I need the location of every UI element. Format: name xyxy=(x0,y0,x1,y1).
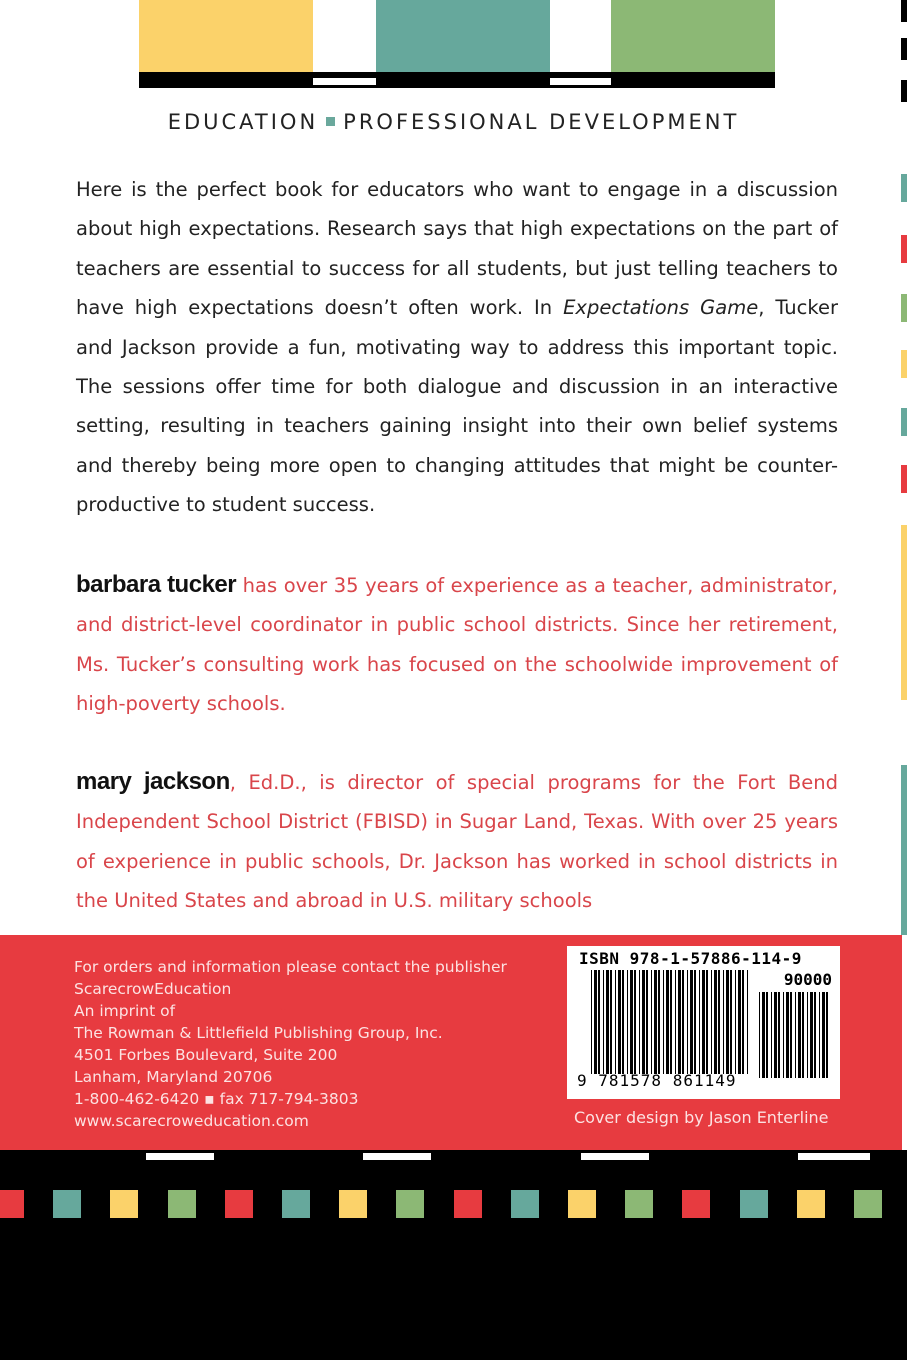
barcode-bar xyxy=(735,970,736,1074)
barcode-bar xyxy=(822,992,825,1078)
color-square-red xyxy=(454,1190,482,1218)
color-square-yellow xyxy=(110,1190,138,1218)
category-header xyxy=(0,110,907,134)
publisher-name: ScarecrowEducation xyxy=(74,980,232,998)
color-square-red xyxy=(225,1190,253,1218)
barcode-bar xyxy=(603,970,604,1074)
barcode-bar xyxy=(594,970,597,1074)
color-block-white xyxy=(313,0,376,72)
barcode-bar xyxy=(591,970,592,1074)
color-square-red xyxy=(0,1190,24,1218)
barcode-bar xyxy=(790,992,792,1078)
color-square-teal xyxy=(740,1190,768,1218)
phone-line: 1-800-462-6420 ▪ fax 717-794-3803 xyxy=(74,1090,359,1108)
barcode-bar xyxy=(663,970,664,1074)
barcode-bar xyxy=(651,970,652,1074)
color-block-green xyxy=(611,0,775,72)
barcode-bar xyxy=(618,970,621,1074)
author-bio-jackson xyxy=(76,762,838,921)
top-color-bar xyxy=(139,0,775,88)
barcode-bar xyxy=(694,970,696,1074)
bottom-black-band xyxy=(0,1150,907,1360)
barcode-bar xyxy=(766,992,768,1078)
bar-notch xyxy=(313,78,376,85)
author-bio-tucker xyxy=(76,565,838,724)
barcode-bar xyxy=(814,992,816,1078)
barcode-bar xyxy=(634,970,636,1074)
color-square-green xyxy=(396,1190,424,1218)
bottom-notch xyxy=(363,1153,431,1160)
barcode-bar xyxy=(615,970,616,1074)
barcode-box xyxy=(567,946,840,1099)
barcode-bar xyxy=(826,992,828,1078)
barcode-bar xyxy=(639,970,640,1074)
barcode-addon xyxy=(759,992,831,1078)
barcode-bar xyxy=(762,992,765,1078)
address-line: 4501 Forbes Boulevard, Suite 200 xyxy=(74,1046,338,1064)
barcode-bar xyxy=(718,970,720,1074)
color-block-teal xyxy=(376,0,550,72)
barcode-bar xyxy=(675,970,676,1074)
color-block-yellow xyxy=(139,0,313,72)
barcode-bar xyxy=(642,970,645,1074)
color-square-green xyxy=(168,1190,196,1218)
barcode-bar xyxy=(658,970,660,1074)
barcode-bar xyxy=(723,970,724,1074)
color-square-yellow xyxy=(797,1190,825,1218)
barcode-bar xyxy=(678,970,681,1074)
color-square-green xyxy=(625,1190,653,1218)
barcode-bar xyxy=(682,970,684,1074)
barcode-bar xyxy=(627,970,628,1074)
barcode-bar xyxy=(759,992,760,1078)
isbn-label: ISBN 978-1-57886-114-9 xyxy=(579,949,802,968)
author-bio-text: , Ed.D., is director of special programs for the Fort Bend Independent School District (FBISD) in Sugar Land, Texas. With over 25 years of experience in public schools, Dr. Jackson has worked in school districts in the United States and abroad in U.S. military schools xyxy=(76,771,838,913)
price-code: 90000 xyxy=(783,970,832,989)
barcode-bar xyxy=(699,970,700,1074)
website-link[interactable]: www.scarecroweducation.com xyxy=(74,1112,309,1130)
bar-notch xyxy=(550,78,611,85)
barcode-bar xyxy=(690,970,693,1074)
barcode-bar xyxy=(654,970,657,1074)
barcode-bar xyxy=(646,970,648,1074)
author-name: mary jackson xyxy=(76,768,230,795)
color-square-red xyxy=(682,1190,710,1218)
barcode-number: 9 781578 861149 xyxy=(577,1071,737,1090)
publisher-contact xyxy=(74,956,544,1132)
separator-square-icon xyxy=(326,117,335,126)
barcode-bar xyxy=(598,970,600,1074)
color-square-green xyxy=(854,1190,882,1218)
author-name: barbara tucker xyxy=(76,571,237,598)
barcode-bar xyxy=(747,970,748,1074)
bottom-notch xyxy=(798,1153,870,1160)
book-title: Expectations Game xyxy=(563,296,759,320)
barcode-bar xyxy=(670,970,672,1074)
barcode-main xyxy=(591,970,751,1074)
barcode-bar xyxy=(742,970,744,1074)
barcode-bar xyxy=(798,992,801,1078)
color-block-white xyxy=(550,0,611,72)
barcode-bar xyxy=(819,992,820,1078)
barcode-bar xyxy=(606,970,609,1074)
barcode-bar xyxy=(666,970,669,1074)
barcode-bar xyxy=(810,992,813,1078)
contact-line: The Rowman & Littlefield Publishing Group, Inc. xyxy=(74,1024,443,1042)
barcode-bar xyxy=(687,970,688,1074)
contact-line: For orders and information please contact the publisher xyxy=(74,958,507,976)
contact-line: An imprint of xyxy=(74,1002,176,1020)
address-line: Lanham, Maryland 20706 xyxy=(74,1068,273,1086)
barcode-bar xyxy=(610,970,612,1074)
color-square-yellow xyxy=(339,1190,367,1218)
cover-credit: Cover design by Jason Enterline xyxy=(574,1108,829,1127)
barcode-bar xyxy=(738,970,741,1074)
barcode-bar xyxy=(786,992,789,1078)
barcode-bar xyxy=(706,970,708,1074)
category-professional-development: PROFESSIONAL DEVELOPMENT xyxy=(343,110,740,134)
barcode-bar xyxy=(802,992,804,1078)
bottom-notch xyxy=(146,1153,214,1160)
barcode-bar xyxy=(711,970,712,1074)
barcode-bar xyxy=(771,992,772,1078)
color-square-teal xyxy=(53,1190,81,1218)
book-description: Here is the perfect book for educators who want to engage in a discussion about high expectations. Research says that high expectations on the part of teachers are essential to success for all students, but just telling teachers to have high expectations doesn’t often work. In Expectations Game, Tucker and Jackson provide a fun, motivating way to address this important topic. The sessions offer time for both dialogue and discussion in an interactive setting, resulting in teachers gaining insight into their own belief systems and thereby being more open to changing attitudes that might be counter-productive to student success. xyxy=(76,178,838,517)
barcode-bar xyxy=(702,970,705,1074)
barcode-bar xyxy=(774,992,777,1078)
category-education: EDUCATION xyxy=(167,110,319,134)
barcode-bar xyxy=(714,970,717,1074)
barcode-bar xyxy=(778,992,780,1078)
barcode-bar xyxy=(730,970,732,1074)
color-square-teal xyxy=(511,1190,539,1218)
barcode-bar xyxy=(630,970,633,1074)
barcode-bar xyxy=(726,970,729,1074)
bottom-notch xyxy=(581,1153,649,1160)
color-square-yellow xyxy=(568,1190,596,1218)
author-bio-text: has over 35 years of experience as a teacher, administrator, and district-level coordinator in public school districts. Since her retirement, Ms. Tucker’s consulting work has focused on the schoolwide improvement of high-poverty schools. xyxy=(76,574,838,716)
barcode-bar xyxy=(783,992,784,1078)
barcode-bar xyxy=(795,992,796,1078)
barcode-bar xyxy=(622,970,624,1074)
barcode-bar xyxy=(807,992,808,1078)
color-square-teal xyxy=(282,1190,310,1218)
